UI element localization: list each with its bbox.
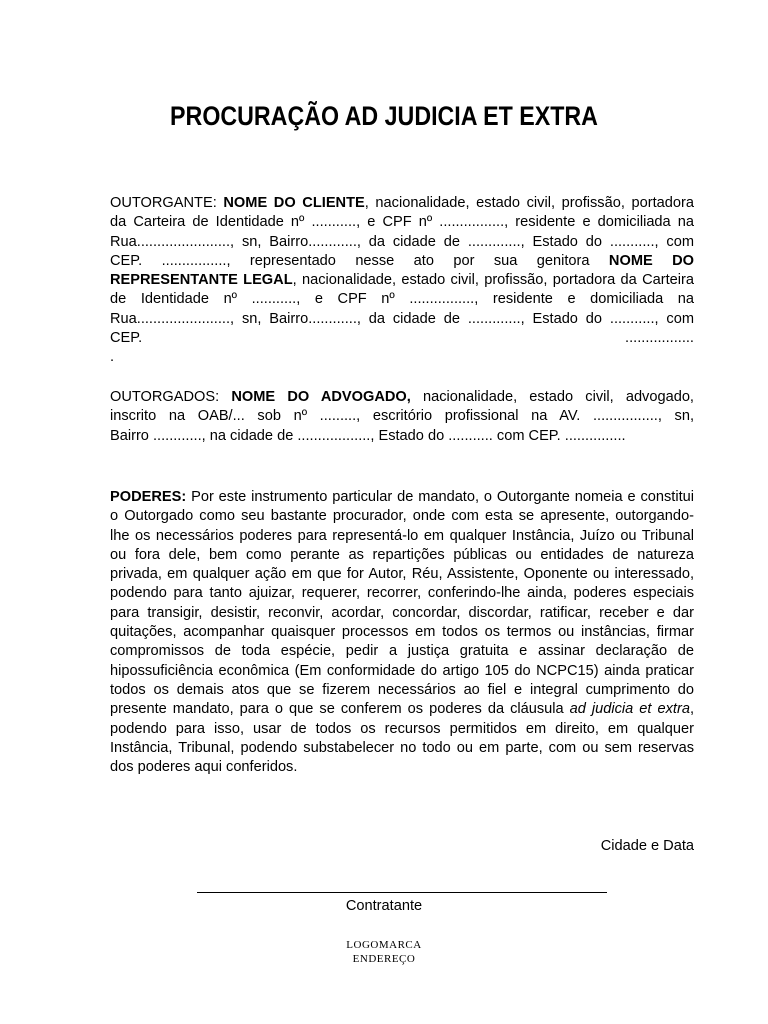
text-run: privada, em qualquer ação em que for Autor, Réu, Assistente, Oponente ou interessado, [110,566,694,583]
footer [0,938,768,966]
text-run: , [689,701,695,718]
text-run: Bairro ............, na cidade de .................., Estado do ........... com CEP. ............... [110,427,626,444]
text-run: presente mandato, para o que se conferem os poderes da cláusula [110,701,570,718]
text-run: podendo para isso, usar de todos os recursos permitidos em direito, em qualquer [110,720,694,737]
text-run: Por este instrumento particular de mandato, o Outorgante nomeia e constitui [186,489,694,505]
document-title: PROCURAÇÃO AD JUDICIA ET EXTRA [170,101,598,131]
text-run: quitações, acompanhar quaisquer processos em todos os termos ou instâncias, firmar [110,624,694,641]
text-run: Instância, Tribunal, podendo substabelecer no todo ou em parte, com ou sem reservas [110,739,694,756]
outorgados-line [110,407,694,426]
outorgados-paragraph [110,388,694,446]
outorgados-line [110,388,694,407]
text-run: NOME DO ADVOGADO, [231,389,411,405]
signature-line [197,880,607,893]
text-run: para transigir, desistir, reconvir, acordar, concordar, discordar, ratificar, receber e dar [110,604,694,621]
text-run: nacionalidade, estado civil, advogado, [410,389,694,405]
poderes-line [110,565,694,584]
poderes-line [110,681,694,700]
text-run: hipossuficiência econômica (Em conformidade do artigo 105 do NCPC15) ainda praticar [110,662,694,679]
poderes-paragraph [110,488,694,777]
text-run: o Outorgado como seu bastante procurador, onde com esta se apresente, outorgando- [110,508,694,525]
text-run: NOME DO CLIENTE [223,195,365,211]
outorgante-line [110,213,694,232]
footer-address-placeholder: ENDEREÇO [352,953,416,965]
poderes-line [110,527,694,546]
poderes-line [110,720,694,739]
text-run: todos os demais atos que se fizerem necessários ao fiel e integral cumprimento do [110,681,694,698]
poderes-line [110,662,694,681]
outorgante-line [110,348,694,367]
text-run: CEP. ................, representado nesse ato por sua genitora [110,252,609,269]
text-run: , nacionalidade, estado civil, profissão, portadora da Carteira [292,272,694,289]
poderes-line [110,507,694,526]
poderes-line [110,642,694,661]
text-run: de Identidade nº ..........., e CPF nº ................, residente e domiciliada na [110,291,694,308]
text-run: , nacionalidade, estado civil, profissão, portadora [364,195,694,211]
footer-logo-placeholder: LOGOMARCA [346,939,422,951]
poderes-line [110,604,694,623]
text-run: inscrito na OAB/... sob nº ........., escritório profissional na AV. ................, sn, [110,408,694,425]
signature-label: Contratante [345,898,423,914]
poderes-line [110,758,694,777]
text-run: . [110,349,115,366]
outorgados-line [110,427,694,446]
poderes-line [110,546,694,565]
text-run: PODERES: [110,489,187,505]
text-run: podendo para tanto ajuizar, requerer, recorrer, conferindo-lhe ainda, poderes especiais [110,585,694,602]
outorgante-paragraph [110,194,694,368]
outorgante-line [110,252,694,271]
text-run: Rua......................., sn, Bairro............, da cidade de ............., Estado do ..........., com [110,310,694,327]
text-run: NOME DO [608,252,694,269]
text-run: da Carteira de Identidade nº ..........., e CPF nº ................, residente e domiciliada na [110,214,694,231]
text-run: compromissos de toda espécie, pedir a justiça gratuita e assinar declaração de [110,643,694,660]
text-run: OUTORGADOS: [110,389,232,405]
poderes-line [110,584,694,603]
text-run: ou fora dele, bem como perante as repartições públicas ou entidades de natureza [110,546,694,563]
text-run: CEP. ................. [110,330,694,347]
text-run: Rua......................., sn, Bairro............, da cidade de ............., Estado do ..........., com [110,233,694,250]
text-run: OUTORGANTE: [110,195,224,211]
city-and-date: Cidade e Data [600,838,694,854]
poderes-line [110,700,694,719]
outorgante-line [110,310,694,329]
outorgante-line [110,290,694,309]
outorgante-line [110,194,694,213]
outorgante-line [110,329,694,348]
poderes-line [110,488,694,507]
outorgante-line [110,233,694,252]
text-run: lhe os necessários poderes para representá-lo em qualquer Instância, Juízo ou Tribunal [110,527,694,544]
poderes-line [110,739,694,758]
poderes-line [110,623,694,642]
text-run: ad judicia et extra [569,701,690,718]
outorgante-line [110,271,694,290]
text-run: REPRESENTANTE LEGAL [110,272,293,289]
text-run: dos poderes aqui conferidos. [110,759,298,776]
